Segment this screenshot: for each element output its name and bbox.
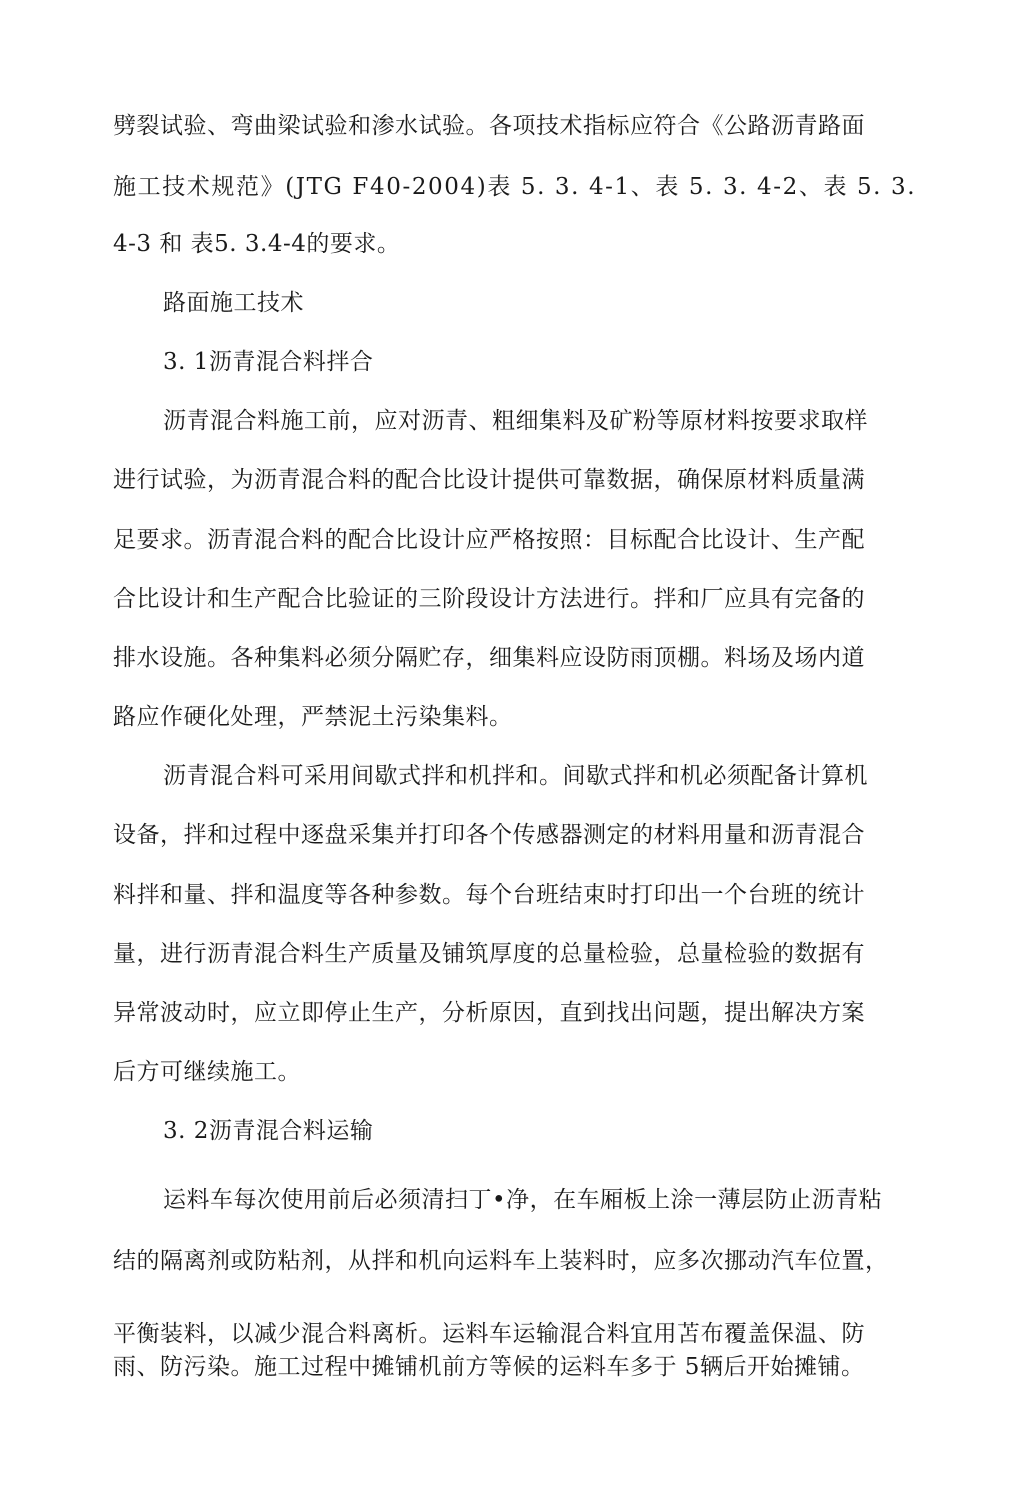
paragraph-line: 雨、防污染。施工过程中摊铺机前方等候的运料车多于 5辆后开始摊铺。 [113,1354,865,1380]
paragraph-line: 沥青混合料施工前，应对沥青、粗细集料及矿粉等原材料按要求取样 [163,408,868,434]
paragraph-line: 后方可继续施工。 [113,1059,301,1085]
paragraph-line: 进行试验，为沥青混合料的配合比设计提供可靠数据，确保原材料质量满 [113,467,865,493]
paragraph-line: 运料车每次使用前后必须清扫丁•净，在车厢板上涂一薄层防止沥青粘 [163,1187,883,1213]
paragraph-line: 足要求。沥青混合料的配合比设计应严格按照：目标配合比设计、生产配 [113,527,865,553]
paragraph-line: 设备，拌和过程中逐盘采集并打印各个传感器测定的材料用量和沥青混合 [113,822,865,848]
paragraph-line: 4-3 和 表5. 3.4-4的要求。 [113,231,401,257]
paragraph-line: 劈裂试验、弯曲梁试验和渗水试验。各项技术指标应符合《公路沥青路面 [113,113,865,139]
paragraph-line: 施工技术规范》(JTG F40-2004)表 5. 3. 4-1、表 5. 3. 4-2、表 5. 3. [113,174,917,200]
subsection-heading: 3. 2沥青混合料运输 [163,1118,374,1144]
paragraph-line: 料拌和量、拌和温度等各种参数。每个台班结束时打印出一个台班的统计 [113,882,865,908]
paragraph-line: 排水设施。各种集料必须分隔贮存，细集料应设防雨顶棚。料场及场内道 [113,645,865,671]
paragraph-line: 合比设计和生产配合比验证的三阶段设计方法进行。拌和厂应具有完备的 [113,586,865,612]
paragraph-line: 结的隔离剂或防粘剂，从拌和机向运料车上装料时，应多次挪动汽车位置， [113,1248,889,1274]
subsection-heading: 3. 1沥青混合料拌合 [163,349,374,375]
paragraph-line: 异常波动时，应立即停止生产，分析原因，直到找出问题，提出解决方案 [113,1000,865,1026]
paragraph-line: 沥青混合料可采用间歇式拌和机拌和。间歇式拌和机必须配备计算机 [163,763,868,789]
paragraph-line: 平衡装料，以减少混合料离析。运料车运输混合料宜用苫布覆盖保温、防 [113,1321,865,1347]
section-heading: 路面施工技术 [163,290,304,316]
paragraph-line: 路应作硬化处理，严禁泥土污染集料。 [113,704,513,730]
paragraph-line: 量，进行沥青混合料生产质量及铺筑厚度的总量检验，总量检验的数据有 [113,941,865,967]
